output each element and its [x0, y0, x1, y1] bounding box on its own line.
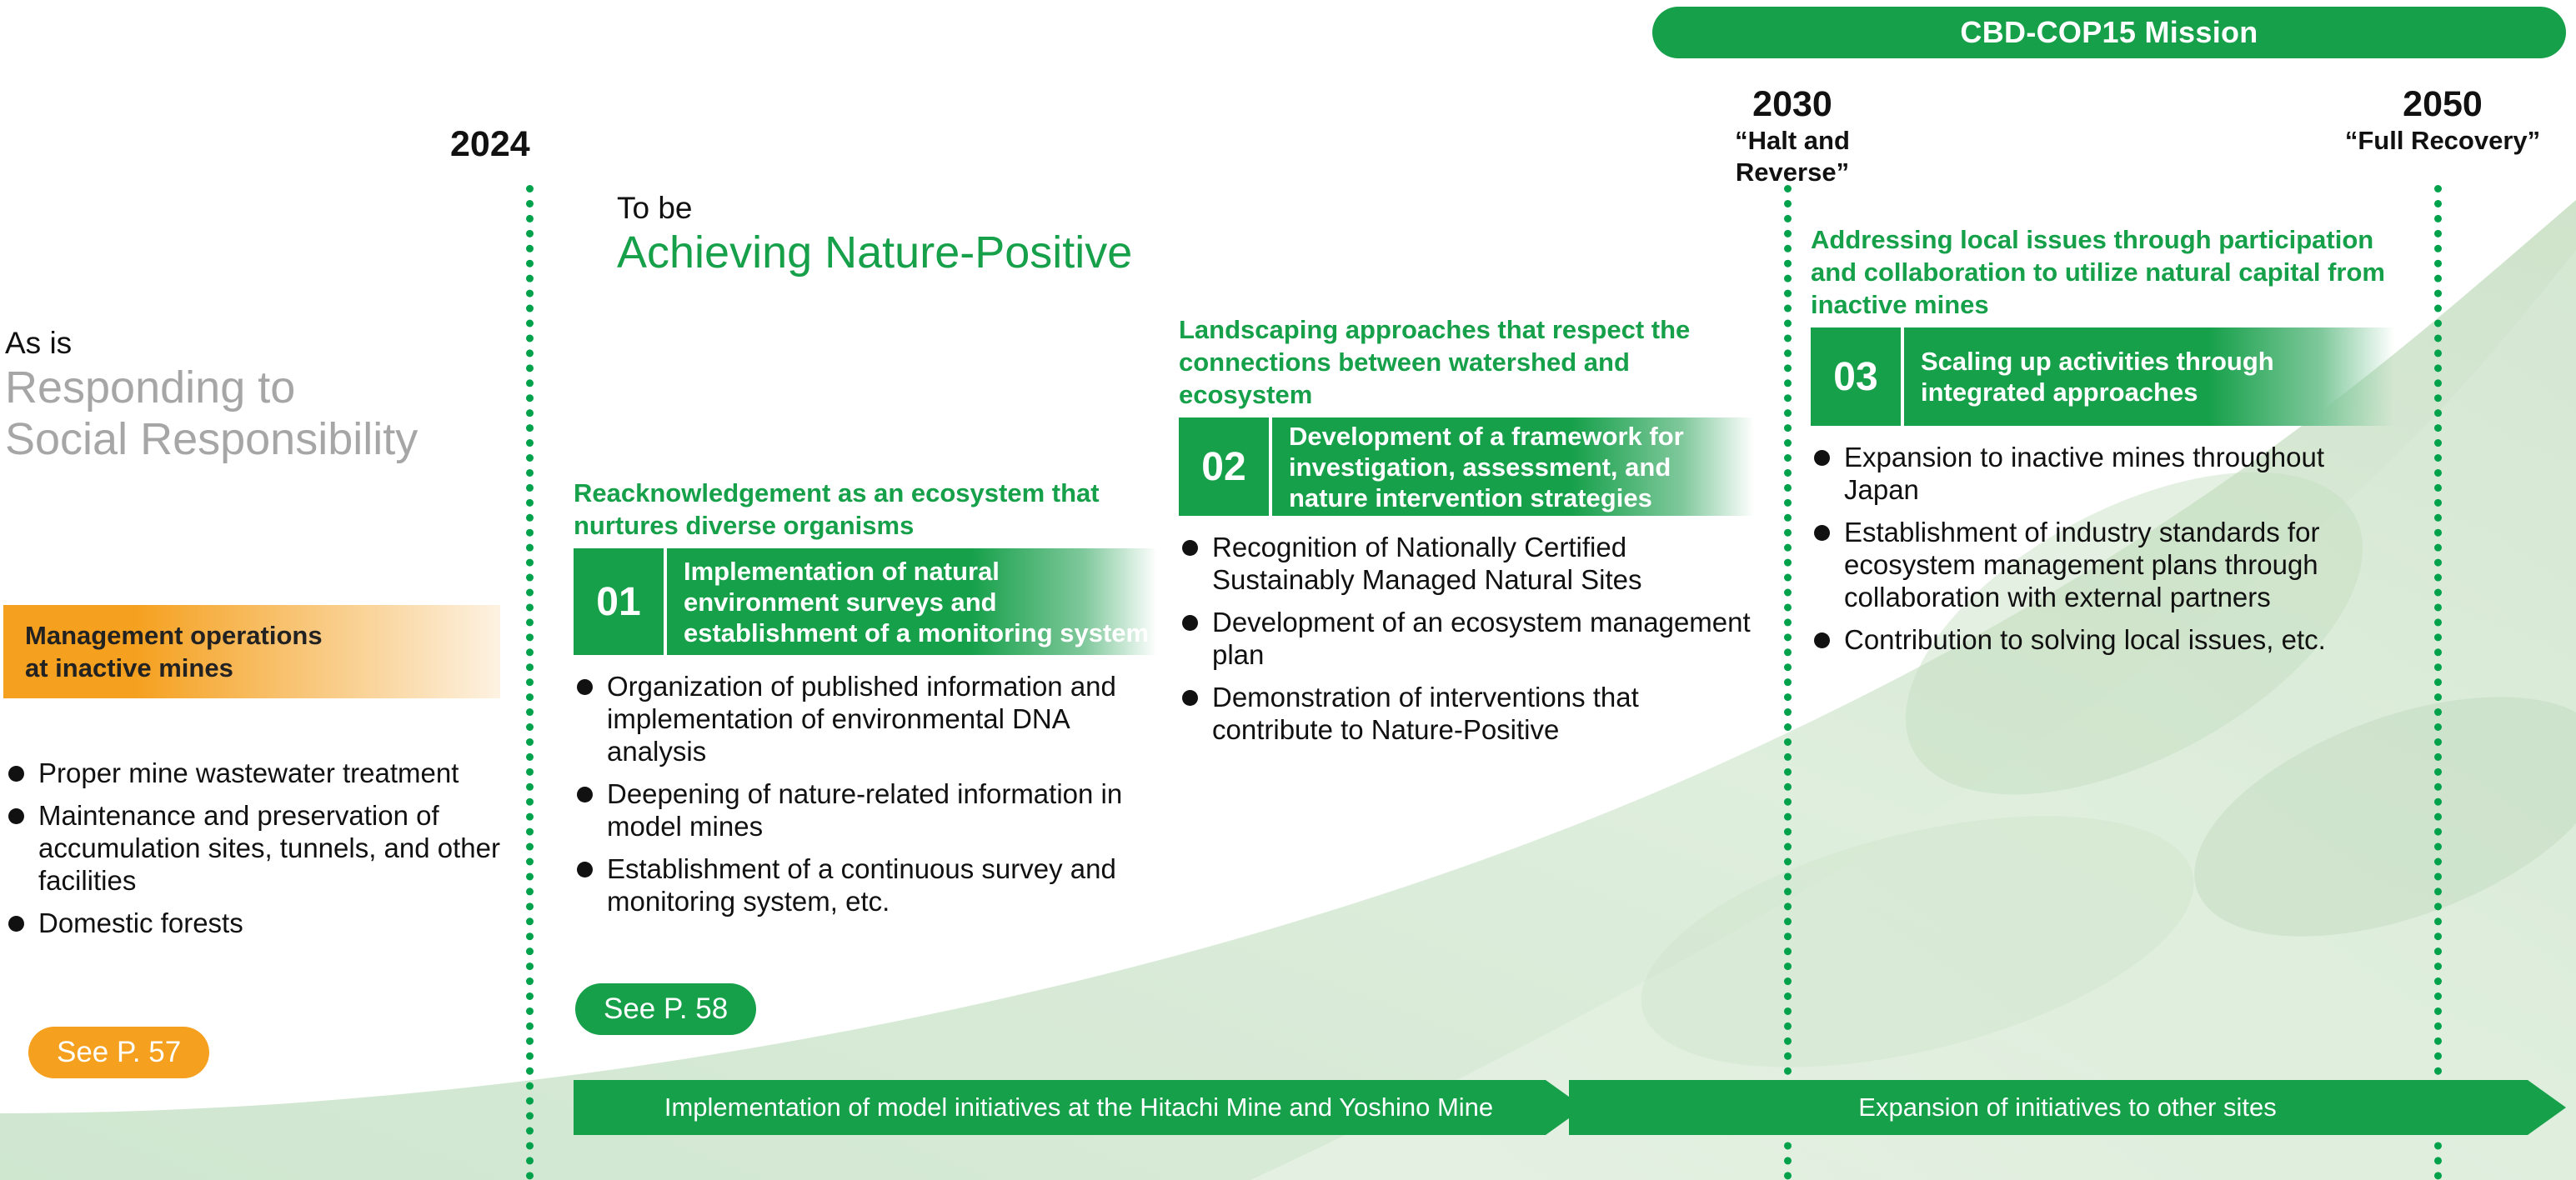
- step-03-bullet-3: Contribution to solving local issues, etc.: [1844, 624, 2326, 655]
- timeline-year-2050: [2326, 83, 2559, 157]
- bullet-dot-icon: [577, 679, 593, 695]
- cbd-cop15-mission-banner: [1652, 7, 2566, 58]
- bullet-dot-icon: [8, 766, 24, 782]
- as-is-title-line1: Responding to: [5, 362, 296, 412]
- as-is-band-line2: at inactive mines: [25, 653, 233, 682]
- as-is-management-band: [3, 605, 500, 698]
- step-01-lead: Reacknowledgement as an ecosystem that nurtures diverse organisms: [574, 478, 1100, 540]
- as-is-heading: [5, 325, 539, 465]
- step-03-lead: Addressing local issues through participation and collaboration to utilize natural capital from inactive mines: [1811, 225, 2385, 319]
- bullet-dot-icon: [1814, 632, 1830, 648]
- step-02-bullet-3: Demonstration of interventions that contribute to Nature-Positive: [1212, 682, 1639, 745]
- year-2030-caption: “Halt and Reverse”: [1735, 126, 1850, 187]
- bottom-band-expansion: [1569, 1080, 2566, 1135]
- bullet-dot-icon: [1182, 540, 1198, 556]
- step-01-bar: [574, 548, 1157, 655]
- to-be-title: Achieving Nature-Positive: [617, 228, 1133, 278]
- list-item: [1179, 606, 1754, 671]
- step-01-bullet-list: [574, 670, 1157, 918]
- timeline-divider-2050: [2434, 185, 2442, 1180]
- bullet-dot-icon: [577, 787, 593, 802]
- as-is-bullet-3: Domestic forests: [38, 908, 243, 938]
- step-03-block: [1811, 223, 2394, 666]
- step-02-number: 02: [1179, 418, 1269, 516]
- timeline-divider-2030: [1784, 185, 1792, 1180]
- step-01-bullet-1: Organization of published information and implementation of environmental DNA analysis: [607, 671, 1116, 767]
- list-item: [5, 799, 514, 897]
- to-be-heading: [617, 190, 1132, 278]
- step-01-number: 01: [574, 548, 664, 655]
- as-is-band-line1: Management operations: [25, 621, 323, 650]
- as-is-title-line2: Social Responsibility: [5, 414, 418, 464]
- step-03-number: 03: [1811, 328, 1901, 426]
- step-03-bar: [1811, 328, 2394, 426]
- timeline-year-2024: [450, 123, 609, 165]
- list-item: [1811, 516, 2394, 613]
- list-item: [574, 778, 1157, 842]
- step-03-bar-text: Scaling up activities through integrated approaches: [1921, 347, 2274, 407]
- list-item: [5, 757, 514, 789]
- as-is-bullet-1: Proper mine wastewater treatment: [38, 758, 459, 788]
- year-2030-number: 2030: [1752, 84, 1832, 124]
- list-item: [1179, 681, 1754, 746]
- step-02-bullet-list: [1179, 531, 1754, 746]
- step-02-bullet-1: Recognition of Nationally Certified Sustainably Managed Natural Sites: [1212, 532, 1642, 595]
- list-item: [574, 852, 1157, 918]
- bullet-dot-icon: [1182, 615, 1198, 631]
- step-02-bar-text: Development of a framework for investigation, assessment, and nature intervention strategies: [1289, 421, 1684, 512]
- list-item: [5, 907, 514, 939]
- bullet-dot-icon: [1182, 690, 1198, 706]
- year-2050-caption: “Full Recovery”: [2344, 126, 2541, 155]
- see-page-57-link[interactable]: See P. 57: [28, 1027, 209, 1078]
- bullet-dot-icon: [8, 916, 24, 932]
- step-01-bullet-3: Establishment of a continuous survey and monitoring system, etc.: [607, 853, 1116, 917]
- bullet-dot-icon: [577, 862, 593, 878]
- bullet-dot-icon: [1814, 450, 1830, 466]
- cbd-cop15-mission-label: CBD-COP15 Mission: [1960, 15, 2258, 49]
- timeline-divider-2024: [526, 185, 534, 1180]
- step-01-bullet-2: Deepening of nature-related information in model mines: [607, 778, 1123, 842]
- step-03-bullet-list: [1811, 441, 2394, 656]
- step-02-lead: Landscaping approaches that respect the connections between watershed and ecosystem: [1179, 315, 1691, 409]
- step-02-bullet-2: Development of an ecosystem management plan: [1212, 607, 1751, 670]
- bottom-band-expansion-label: Expansion of initiatives to other sites: [1858, 1092, 2277, 1122]
- step-01-block: [574, 477, 1157, 928]
- step-01-bar-text: Implementation of natural environment surveys and establishment of a monitoring system: [684, 556, 1150, 648]
- as-is-bullet-2: Maintenance and preservation of accumulation sites, tunnels, and other facilities: [38, 800, 500, 896]
- year-2024-number: 2024: [450, 124, 530, 164]
- bottom-band-model-initiatives: [574, 1080, 1584, 1135]
- see-page-58-link[interactable]: See P. 58: [575, 983, 756, 1035]
- list-item: [1811, 623, 2394, 656]
- step-03-bullet-1: Expansion to inactive mines throughout Japan: [1844, 442, 2325, 505]
- step-02-bar: [1179, 418, 1754, 516]
- as-is-kicker: As is: [5, 326, 73, 360]
- bullet-dot-icon: [8, 808, 24, 824]
- as-is-bullet-list: [5, 757, 514, 949]
- bullet-dot-icon: [1814, 525, 1830, 541]
- list-item: [574, 670, 1157, 768]
- bottom-band-model-label: Implementation of model initiatives at the Hitachi Mine and Yoshino Mine: [664, 1092, 1494, 1122]
- list-item: [1811, 441, 2394, 506]
- step-02-block: [1179, 313, 1754, 756]
- timeline-year-2030: [1692, 83, 1892, 188]
- to-be-kicker: To be: [617, 191, 693, 225]
- list-item: [1179, 531, 1754, 596]
- year-2050-number: 2050: [2403, 84, 2483, 124]
- step-03-bullet-2: Establishment of industry standards for ecosystem management plans through collaboration with external partners: [1844, 517, 2320, 612]
